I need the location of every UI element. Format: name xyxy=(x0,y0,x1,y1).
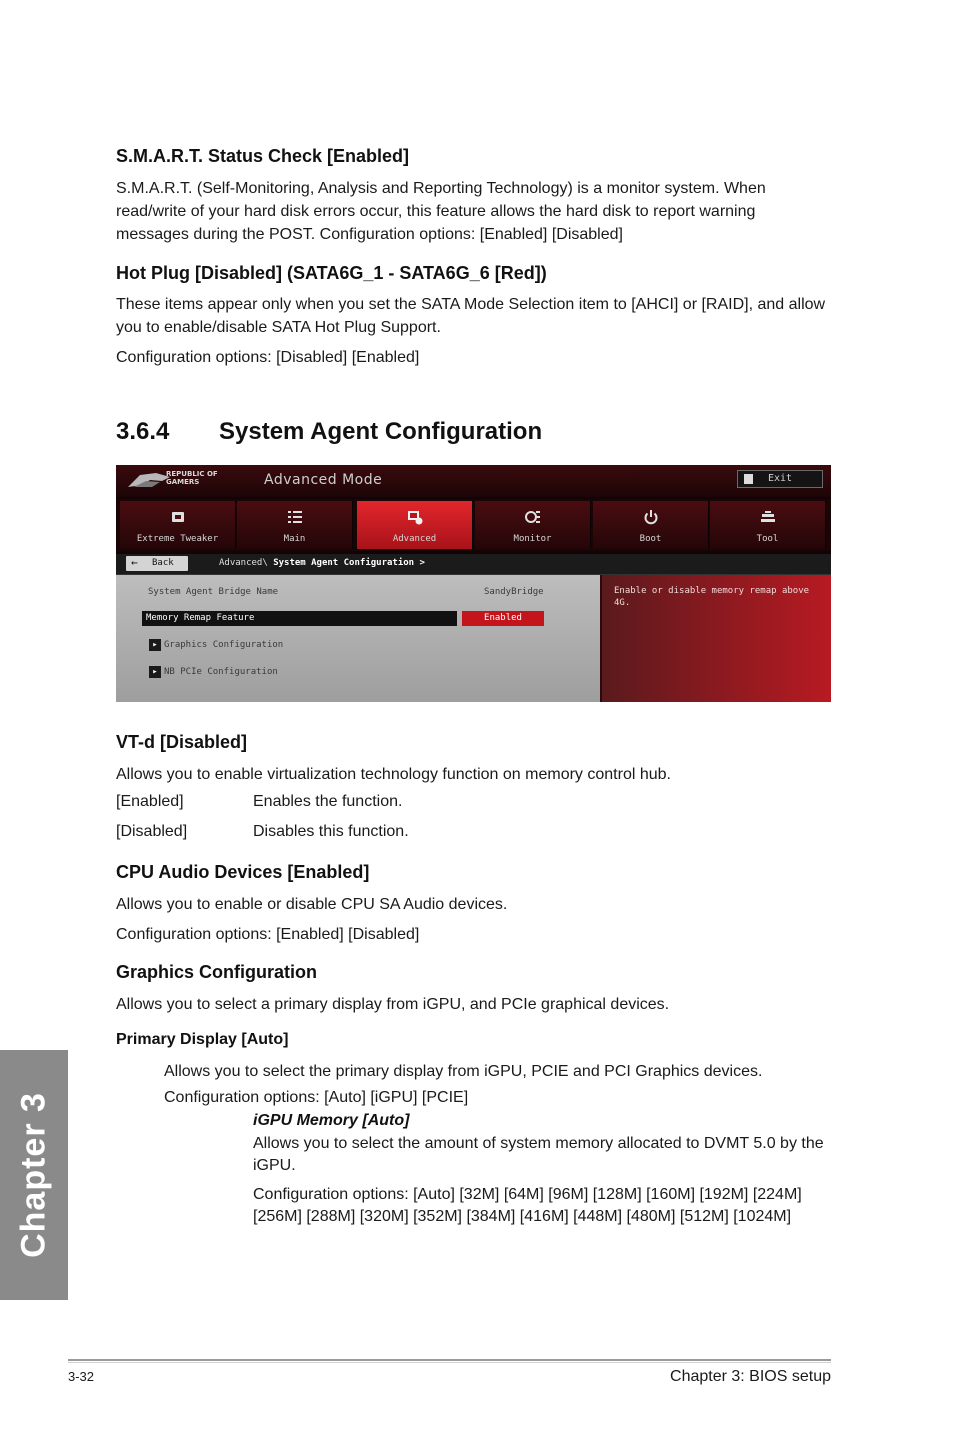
primary-display-description: Allows you to select the primary display from iGPU, PCIE and PCI Graphics devices. xyxy=(164,1063,763,1080)
vtd-option-value: Enables the function. xyxy=(253,793,403,810)
bios-memory-remap-label: Memory Remap Feature xyxy=(146,613,255,623)
vtd-heading: VT-d [Disabled] xyxy=(116,732,248,752)
bios-screenshot xyxy=(116,465,831,702)
monitor-icon xyxy=(525,509,541,525)
bios-tab-extreme-tweaker[interactable] xyxy=(120,501,236,549)
exit-door-icon xyxy=(744,474,753,484)
graphics-description: Allows you to select a primary display from iGPU, and PCIe graphical devices. xyxy=(116,996,670,1013)
footer-divider xyxy=(68,1359,831,1361)
list-icon xyxy=(287,509,303,525)
power-icon xyxy=(643,509,659,525)
bios-help-panel xyxy=(600,575,831,702)
section-number: 3.6.4 xyxy=(116,418,170,445)
bios-tab-boot[interactable] xyxy=(593,501,709,549)
igpu-memory-description: Allows you to select the amount of system memory allocated to DVMT 5.0 by the iGPU. xyxy=(253,1135,824,1174)
bios-tab-main[interactable] xyxy=(237,501,353,549)
igpu-memory-options: Configuration options: [Auto] [32M] [64M] [96M] [128M] [160M] [192M] [224M] [256M] [288M] [320M] [352M] [384M] [416M] [448M] [480M] [512M] [1024M] xyxy=(253,1186,802,1225)
bios-back-button[interactable] xyxy=(126,556,188,571)
bios-tab-label: Tool xyxy=(756,534,779,544)
bios-help-text: Enable or disable memory remap above 4G. xyxy=(614,586,810,608)
advanced-icon xyxy=(407,509,423,525)
bios-tab-label: Advanced xyxy=(392,534,437,544)
bios-tab-label: Main xyxy=(283,534,306,544)
vtd-option-key: [Disabled] xyxy=(116,823,188,840)
smart-heading: S.M.A.R.T. Status Check [Enabled] xyxy=(116,146,410,166)
back-arrow-icon: ← xyxy=(131,556,138,569)
vtd-option-key: [Enabled] xyxy=(116,793,184,810)
hot-plug-heading: Hot Plug [Disabled] (SATA6G_1 - SATA6G_6 [Red]) xyxy=(116,263,547,283)
footer-chapter-title: Chapter 3: BIOS setup xyxy=(670,1368,831,1385)
vtd-option-value: Disables this function. xyxy=(253,823,409,840)
bios-tab-advanced[interactable] xyxy=(357,501,473,549)
tweaker-icon xyxy=(170,509,186,525)
bios-bridge-name-value: SandyBridge xyxy=(484,587,544,597)
bios-memory-remap-value[interactable]: Enabled xyxy=(462,611,544,626)
bios-tab-label: Monitor xyxy=(513,534,552,544)
bios-tab-bar xyxy=(116,499,831,551)
bios-back-label: Back xyxy=(152,558,174,568)
bios-mode-title: Advanced Mode xyxy=(264,472,383,488)
hot-plug-description: These items appear only when you set the SATA Mode Selection item to [AHCI] or [RAID], and allow you to enable/disable SATA Hot Plug Support. xyxy=(116,296,826,336)
rog-logo-text: REPUBLIC OF GAMERS xyxy=(166,470,218,486)
submenu-arrow-icon: ▸ xyxy=(149,666,161,678)
section-title: System Agent Configuration xyxy=(219,418,543,445)
igpu-memory-heading: iGPU Memory [Auto] xyxy=(253,1112,410,1129)
bios-tab-label: Extreme Tweaker xyxy=(136,534,219,544)
vtd-description: Allows you to enable virtualization technology function on memory control hub. xyxy=(116,766,671,783)
bios-tab-monitor[interactable] xyxy=(475,501,591,549)
bios-tab-label: Boot xyxy=(639,534,662,544)
submenu-arrow-icon: ▸ xyxy=(149,639,161,651)
bios-settings-panel xyxy=(116,575,600,702)
bios-bridge-name-label: System Agent Bridge Name xyxy=(148,587,279,597)
tool-icon xyxy=(760,509,776,525)
footer-divider xyxy=(68,1362,831,1363)
smart-description: S.M.A.R.T. (Self-Monitoring, Analysis and Reporting Technology) is a monitor system. When read/write of your hard disk errors occur, this feature allows the hard disk to report warning messages during the POST. Configuration options: [Enabled] [Disabled] xyxy=(116,180,766,243)
bios-breadcrumb: Advanced\ System Agent Configuration > xyxy=(219,558,425,568)
primary-display-options: Configuration options: [Auto] [iGPU] [PCIE] xyxy=(164,1089,469,1106)
page-number: 3-32 xyxy=(68,1369,95,1384)
bios-exit-button[interactable] xyxy=(737,470,823,488)
graphics-heading: Graphics Configuration xyxy=(116,962,318,982)
cpu-audio-description: Allows you to enable or disable CPU SA Audio devices. xyxy=(116,896,508,913)
bios-tab-tool[interactable] xyxy=(710,501,826,549)
bios-breadcrumb-bar xyxy=(116,554,831,575)
bios-exit-label: Exit xyxy=(768,473,793,484)
cpu-audio-heading: CPU Audio Devices [Enabled] xyxy=(116,862,370,882)
chapter-tab-label: Chapter 3 xyxy=(14,1092,53,1258)
hot-plug-options: Configuration options: [Disabled] [Enabled] xyxy=(116,349,420,366)
chapter-side-tab xyxy=(0,1050,68,1300)
bios-header xyxy=(116,465,831,497)
primary-display-heading: Primary Display [Auto] xyxy=(116,1031,289,1048)
bios-memory-remap-row[interactable] xyxy=(142,611,457,626)
cpu-audio-options: Configuration options: [Enabled] [Disabled] xyxy=(116,926,420,943)
bios-graphics-config-item[interactable]: Graphics Configuration xyxy=(164,640,284,650)
bios-nb-pcie-config-item[interactable]: NB PCIe Configuration xyxy=(164,667,278,677)
